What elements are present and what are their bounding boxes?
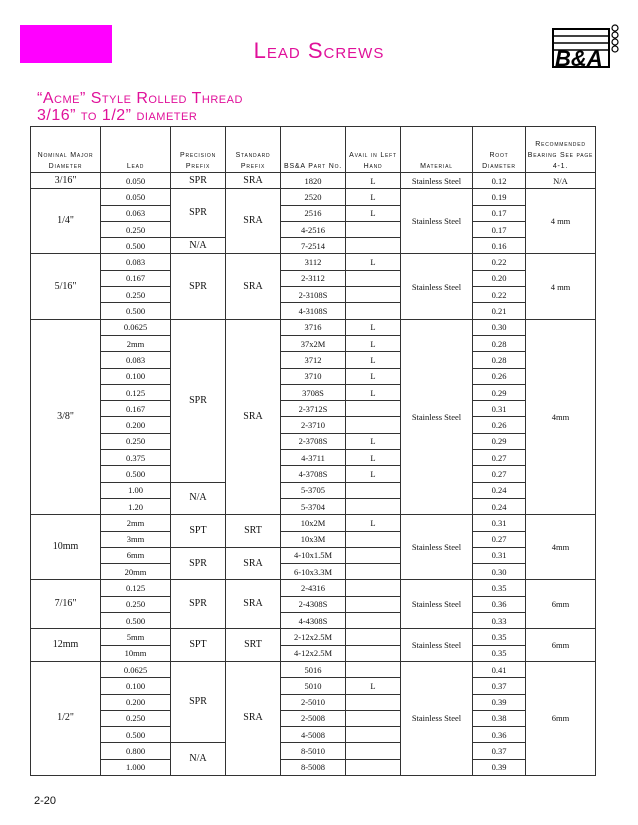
table-row — [31, 694, 596, 710]
left-hand-cell — [346, 564, 401, 580]
part-number-cell: 8-5010 — [281, 743, 346, 759]
left-hand-cell — [346, 221, 401, 237]
part-number-cell: 5-3704 — [281, 498, 346, 514]
column-header: Root Diameter — [473, 127, 526, 173]
table-row — [31, 743, 596, 759]
left-hand-cell: L — [346, 433, 401, 449]
root-diameter-cell: 0.27 — [473, 466, 526, 482]
part-number-cell: 5-3705 — [281, 482, 346, 498]
table-row — [31, 270, 596, 286]
material-cell: Stainless Steel — [401, 319, 473, 515]
lead-cell: 0.167 — [101, 401, 171, 417]
bearing-cell: 4 mm — [526, 189, 596, 254]
table-row — [31, 580, 596, 596]
bearing-cell: N/A — [526, 173, 596, 189]
material-cell: Stainless Steel — [401, 189, 473, 254]
precision-prefix-cell: N/A — [171, 482, 226, 515]
standard-prefix-cell: SRA — [226, 189, 281, 254]
precision-prefix-cell: N/A — [171, 238, 226, 254]
left-hand-cell — [346, 498, 401, 514]
table-row — [31, 613, 596, 629]
root-diameter-cell: 0.22 — [473, 287, 526, 303]
svg-text:B&A: B&A — [555, 46, 603, 71]
column-header: Material — [401, 127, 473, 173]
table-row — [31, 368, 596, 384]
part-number-cell: 4-5008 — [281, 727, 346, 743]
root-diameter-cell: 0.39 — [473, 759, 526, 775]
lead-cell: 1.000 — [101, 759, 171, 775]
lead-cell: 0.100 — [101, 368, 171, 384]
lead-cell: 0.100 — [101, 678, 171, 694]
root-diameter-cell: 0.36 — [473, 596, 526, 612]
table-row — [31, 482, 596, 498]
part-number-cell: 4-12x2.5M — [281, 645, 346, 661]
part-number-cell: 2-3108S — [281, 287, 346, 303]
table-row — [31, 466, 596, 482]
root-diameter-cell: 0.28 — [473, 335, 526, 351]
table-row — [31, 221, 596, 237]
part-number-cell: 5016 — [281, 661, 346, 677]
part-number-cell: 2-3112 — [281, 270, 346, 286]
diameter-cell: 12mm — [31, 629, 101, 662]
diameter-cell: 5/16" — [31, 254, 101, 319]
left-hand-cell — [346, 417, 401, 433]
lead-cell: 0.250 — [101, 433, 171, 449]
bearing-cell: 6mm — [526, 661, 596, 775]
table-row — [31, 335, 596, 351]
table-header-row — [31, 127, 596, 173]
table-row — [31, 629, 596, 645]
root-diameter-cell: 0.38 — [473, 710, 526, 726]
root-diameter-cell: 0.27 — [473, 531, 526, 547]
lead-cell: 0.125 — [101, 384, 171, 400]
root-diameter-cell: 0.29 — [473, 384, 526, 400]
table-row — [31, 564, 596, 580]
left-hand-cell — [346, 580, 401, 596]
root-diameter-cell: 0.19 — [473, 189, 526, 205]
left-hand-cell — [346, 629, 401, 645]
standard-prefix-cell: SRT — [226, 629, 281, 662]
lead-cell: 20mm — [101, 564, 171, 580]
part-number-cell: 1820 — [281, 173, 346, 189]
table-row — [31, 661, 596, 677]
table-row — [31, 401, 596, 417]
lead-cell: 2mm — [101, 515, 171, 531]
table-row — [31, 727, 596, 743]
table-row — [31, 384, 596, 400]
material-cell: Stainless Steel — [401, 173, 473, 189]
left-hand-cell — [346, 727, 401, 743]
table-row — [31, 433, 596, 449]
company-logo — [547, 22, 629, 72]
lead-cell: 0.083 — [101, 352, 171, 368]
lead-cell: 5mm — [101, 629, 171, 645]
standard-prefix-cell: SRA — [226, 661, 281, 775]
part-number-cell: 4-10x1.5M — [281, 547, 346, 563]
part-number-cell: 4-4308S — [281, 613, 346, 629]
table-row — [31, 547, 596, 563]
part-number-cell: 3712 — [281, 352, 346, 368]
precision-prefix-cell: SPT — [171, 629, 226, 662]
diameter-cell: 7/16" — [31, 580, 101, 629]
part-number-cell: 4-3708S — [281, 466, 346, 482]
root-diameter-cell: 0.22 — [473, 254, 526, 270]
lead-cell: 1.00 — [101, 482, 171, 498]
table-row — [31, 531, 596, 547]
lead-cell: 0.125 — [101, 580, 171, 596]
root-diameter-cell: 0.28 — [473, 352, 526, 368]
lead-cell: 3mm — [101, 531, 171, 547]
left-hand-cell — [346, 596, 401, 612]
lead-cell: 0.250 — [101, 596, 171, 612]
left-hand-cell: L — [346, 466, 401, 482]
standard-prefix-cell: SRA — [226, 254, 281, 319]
left-hand-cell: L — [346, 254, 401, 270]
left-hand-cell — [346, 645, 401, 661]
root-diameter-cell: 0.36 — [473, 727, 526, 743]
bearing-cell: 4mm — [526, 319, 596, 515]
standard-prefix-cell: SRA — [226, 173, 281, 189]
column-header: Recommended Bearing See page 4-1. — [526, 127, 596, 173]
left-hand-cell — [346, 547, 401, 563]
lead-cell: 0.250 — [101, 710, 171, 726]
column-header: Precision Prefix — [171, 127, 226, 173]
left-hand-cell — [346, 743, 401, 759]
part-number-cell: 4-3108S — [281, 303, 346, 319]
root-diameter-cell: 0.31 — [473, 547, 526, 563]
root-diameter-cell: 0.30 — [473, 564, 526, 580]
table-row — [31, 352, 596, 368]
material-cell: Stainless Steel — [401, 661, 473, 775]
table-row — [31, 645, 596, 661]
table-row — [31, 759, 596, 775]
lead-cell: 0.800 — [101, 743, 171, 759]
table-row — [31, 515, 596, 531]
lead-cell: 0.500 — [101, 727, 171, 743]
part-number-cell: 37x2M — [281, 335, 346, 351]
left-hand-cell — [346, 238, 401, 254]
diameter-cell: 1/4" — [31, 189, 101, 254]
lead-cell: 0.083 — [101, 254, 171, 270]
table-row — [31, 319, 596, 335]
bearing-cell: 4mm — [526, 515, 596, 580]
root-diameter-cell: 0.33 — [473, 613, 526, 629]
material-cell: Stainless Steel — [401, 515, 473, 580]
table-row — [31, 238, 596, 254]
subtitle-line-2: 3/16” to 1/2” diameter — [37, 107, 198, 124]
precision-prefix-cell: SPR — [171, 189, 226, 238]
lead-cell: 0.063 — [101, 205, 171, 221]
root-diameter-cell: 0.41 — [473, 661, 526, 677]
table-row — [31, 205, 596, 221]
lead-cell: 0.375 — [101, 450, 171, 466]
lead-cell: 2mm — [101, 335, 171, 351]
root-diameter-cell: 0.17 — [473, 221, 526, 237]
table-row — [31, 596, 596, 612]
lead-cell: 0.200 — [101, 694, 171, 710]
part-number-cell: 2-5008 — [281, 710, 346, 726]
part-number-cell: 2516 — [281, 205, 346, 221]
root-diameter-cell: 0.35 — [473, 629, 526, 645]
left-hand-cell — [346, 270, 401, 286]
root-diameter-cell: 0.31 — [473, 401, 526, 417]
diameter-cell: 3/8" — [31, 319, 101, 515]
lead-cell: 0.250 — [101, 221, 171, 237]
part-number-cell: 7-2514 — [281, 238, 346, 254]
precision-prefix-cell: SPR — [171, 319, 226, 482]
part-number-cell: 5010 — [281, 678, 346, 694]
table-row — [31, 254, 596, 270]
lead-cell: 0.0625 — [101, 661, 171, 677]
material-cell: Stainless Steel — [401, 629, 473, 662]
left-hand-cell: L — [346, 384, 401, 400]
diameter-cell: 1/2" — [31, 661, 101, 775]
page-number: 2-20 — [34, 795, 57, 807]
precision-prefix-cell: SPR — [171, 173, 226, 189]
left-hand-cell — [346, 613, 401, 629]
precision-prefix-cell: SPR — [171, 580, 226, 629]
left-hand-cell — [346, 287, 401, 303]
left-hand-cell — [346, 710, 401, 726]
material-cell: Stainless Steel — [401, 254, 473, 319]
subtitle-line-1: “Acme” Style Rolled Thread — [37, 90, 243, 107]
left-hand-cell — [346, 694, 401, 710]
part-number-cell: 2-3712S — [281, 401, 346, 417]
left-hand-cell: L — [346, 189, 401, 205]
bearing-cell: 6mm — [526, 580, 596, 629]
bearing-cell: 6mm — [526, 629, 596, 662]
root-diameter-cell: 0.17 — [473, 205, 526, 221]
lead-cell: 0.250 — [101, 287, 171, 303]
root-diameter-cell: 0.31 — [473, 515, 526, 531]
lead-cell: 6mm — [101, 547, 171, 563]
root-diameter-cell: 0.29 — [473, 433, 526, 449]
precision-prefix-cell: N/A — [171, 743, 226, 776]
table-row — [31, 173, 596, 189]
left-hand-cell — [346, 482, 401, 498]
precision-prefix-cell: SPT — [171, 515, 226, 548]
part-number-cell: 2-4316 — [281, 580, 346, 596]
left-hand-cell: L — [346, 205, 401, 221]
left-hand-cell: L — [346, 319, 401, 335]
left-hand-cell — [346, 401, 401, 417]
part-number-cell: 10x3M — [281, 531, 346, 547]
standard-prefix-cell: SRA — [226, 319, 281, 515]
part-number-cell: 2-12x2.5M — [281, 629, 346, 645]
part-number-cell: 8-5008 — [281, 759, 346, 775]
lead-cell: 0.200 — [101, 417, 171, 433]
left-hand-cell: L — [346, 173, 401, 189]
part-number-cell: 3716 — [281, 319, 346, 335]
lead-cell: 10mm — [101, 645, 171, 661]
part-number-cell: 4-3711 — [281, 450, 346, 466]
diameter-cell: 3/16" — [31, 173, 101, 189]
lead-cell: 0.500 — [101, 303, 171, 319]
part-number-cell: 2-3708S — [281, 433, 346, 449]
root-diameter-cell: 0.37 — [473, 678, 526, 694]
table-row — [31, 498, 596, 514]
part-number-cell: 2-5010 — [281, 694, 346, 710]
standard-prefix-cell: SRA — [226, 547, 281, 580]
table-row — [31, 450, 596, 466]
root-diameter-cell: 0.12 — [473, 173, 526, 189]
part-number-cell: 2520 — [281, 189, 346, 205]
left-hand-cell: L — [346, 352, 401, 368]
page-title: Lead Screws — [253, 38, 385, 63]
lead-cell: 0.500 — [101, 238, 171, 254]
left-hand-cell: L — [346, 678, 401, 694]
root-diameter-cell: 0.37 — [473, 743, 526, 759]
root-diameter-cell: 0.26 — [473, 368, 526, 384]
table-row — [31, 303, 596, 319]
standard-prefix-cell: SRT — [226, 515, 281, 548]
part-number-cell: 3112 — [281, 254, 346, 270]
column-header: BS&A Part No. — [281, 127, 346, 173]
left-hand-cell: L — [346, 450, 401, 466]
left-hand-cell: L — [346, 335, 401, 351]
part-number-cell: 4-2516 — [281, 221, 346, 237]
root-diameter-cell: 0.27 — [473, 450, 526, 466]
root-diameter-cell: 0.24 — [473, 498, 526, 514]
root-diameter-cell: 0.21 — [473, 303, 526, 319]
root-diameter-cell: 0.39 — [473, 694, 526, 710]
lead-cell: 0.500 — [101, 466, 171, 482]
part-number-cell: 2-3710 — [281, 417, 346, 433]
table-body — [31, 173, 596, 776]
left-hand-cell: L — [346, 515, 401, 531]
root-diameter-cell: 0.20 — [473, 270, 526, 286]
root-diameter-cell: 0.30 — [473, 319, 526, 335]
left-hand-cell — [346, 303, 401, 319]
part-number-cell: 6-10x3.3M — [281, 564, 346, 580]
left-hand-cell: L — [346, 368, 401, 384]
lead-cell: 0.500 — [101, 613, 171, 629]
part-number-cell: 10x2M — [281, 515, 346, 531]
part-number-cell: 3710 — [281, 368, 346, 384]
root-diameter-cell: 0.35 — [473, 645, 526, 661]
part-number-cell: 3708S — [281, 384, 346, 400]
left-hand-cell — [346, 759, 401, 775]
lead-screws-table — [30, 126, 596, 776]
table-row — [31, 678, 596, 694]
lead-cell: 0.050 — [101, 189, 171, 205]
column-header: Avail in Left Hand — [346, 127, 401, 173]
part-number-cell: 2-4308S — [281, 596, 346, 612]
table-row — [31, 710, 596, 726]
material-cell: Stainless Steel — [401, 580, 473, 629]
root-diameter-cell: 0.35 — [473, 580, 526, 596]
root-diameter-cell: 0.24 — [473, 482, 526, 498]
precision-prefix-cell: SPR — [171, 547, 226, 580]
root-diameter-cell: 0.16 — [473, 238, 526, 254]
table-row — [31, 417, 596, 433]
diameter-cell: 10mm — [31, 515, 101, 580]
precision-prefix-cell: SPR — [171, 661, 226, 742]
lead-cell: 0.0625 — [101, 319, 171, 335]
root-diameter-cell: 0.26 — [473, 417, 526, 433]
table-row — [31, 287, 596, 303]
table-row — [31, 189, 596, 205]
bearing-cell: 4 mm — [526, 254, 596, 319]
lead-cell: 0.050 — [101, 173, 171, 189]
column-header: Nominal Major Diameter — [31, 127, 101, 173]
lead-cell: 0.167 — [101, 270, 171, 286]
column-header: Lead — [101, 127, 171, 173]
lead-cell: 1.20 — [101, 498, 171, 514]
column-header: Standard Prefix — [226, 127, 281, 173]
precision-prefix-cell: SPR — [171, 254, 226, 319]
left-hand-cell — [346, 531, 401, 547]
left-hand-cell — [346, 661, 401, 677]
standard-prefix-cell: SRA — [226, 580, 281, 629]
